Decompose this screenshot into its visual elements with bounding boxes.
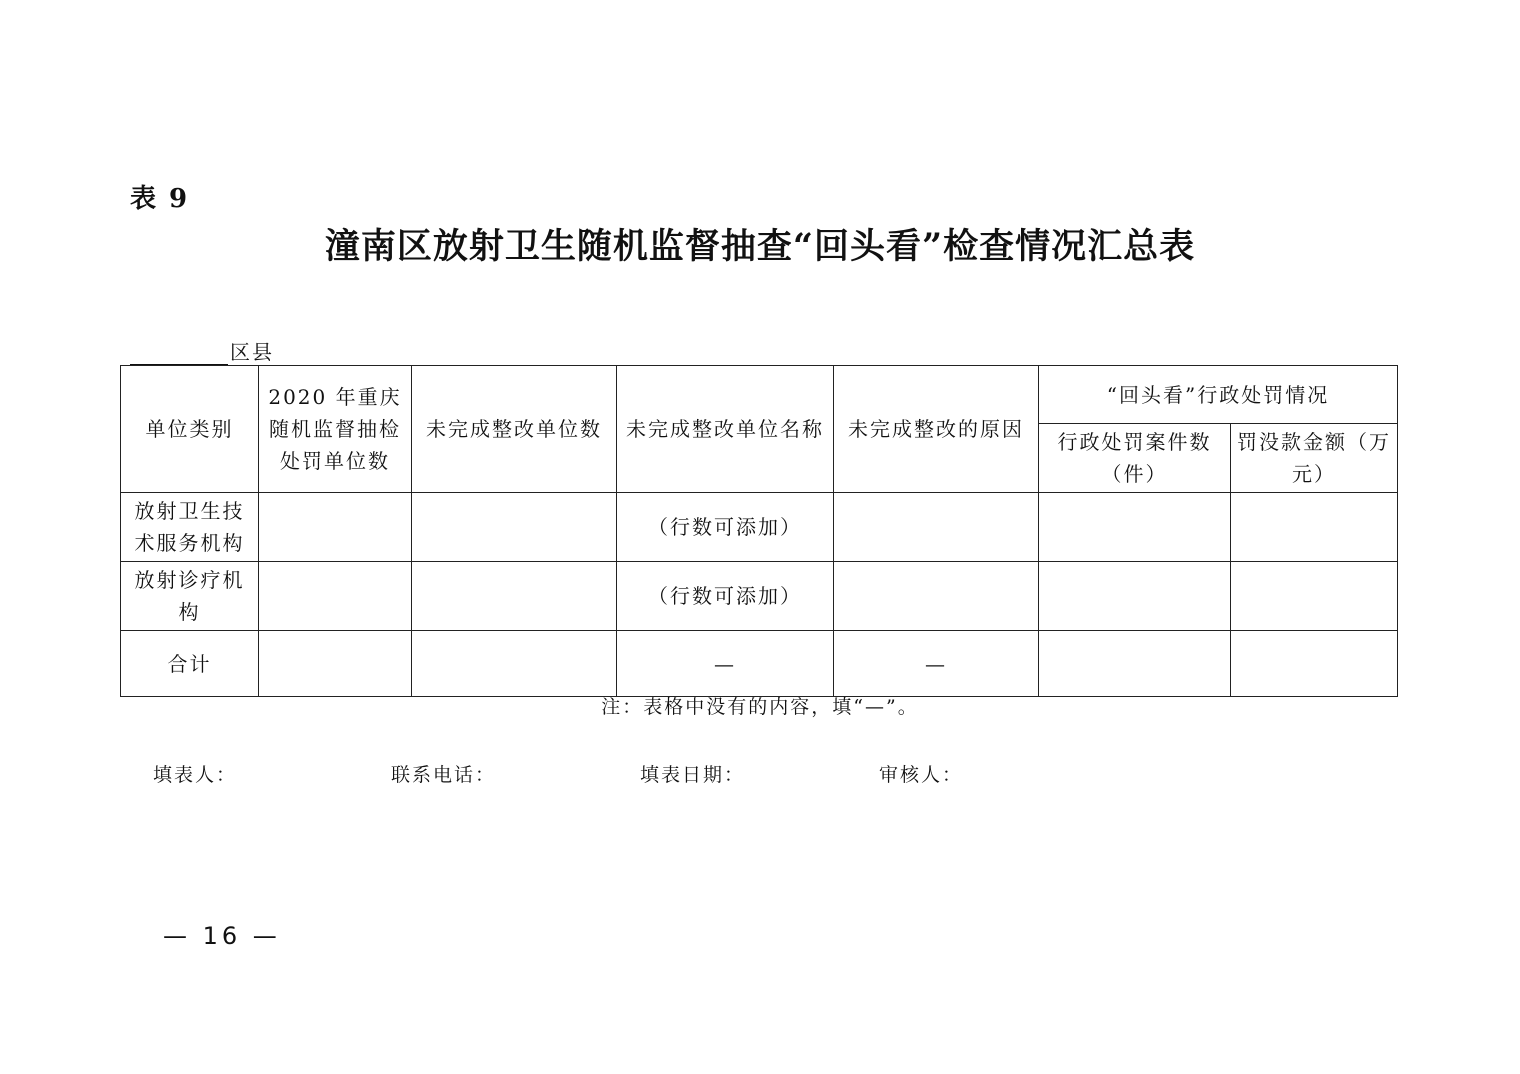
table-row: [121, 562, 1398, 631]
cell-unrectified-names: —: [617, 631, 834, 697]
cell-penalized-2020[interactable]: [259, 631, 412, 697]
cell-penalty-amount[interactable]: [1231, 631, 1398, 697]
cell-unit-type: 放射卫生技术服务机构: [121, 493, 259, 562]
district-blank[interactable]: [130, 342, 228, 365]
table-row-total: [121, 631, 1398, 697]
cell-penalty-cases[interactable]: [1039, 631, 1231, 697]
table-label: 表 9: [130, 184, 190, 214]
cell-penalty-amount[interactable]: [1231, 562, 1398, 631]
col-header-unrectified-reason: 未完成整改的原因: [834, 366, 1039, 493]
document-title: 潼南区放射卫生随机监督抽查“回头看”检查情况汇总表: [324, 226, 1196, 267]
cell-unrectified-reason[interactable]: [834, 562, 1039, 631]
table-note: 注：表格中没有的内容，填“—”。: [601, 696, 919, 718]
cell-unrectified-count[interactable]: [412, 631, 617, 697]
col-header-unrectified-names: 未完成整改单位名称: [617, 366, 834, 493]
signoff-reviewer: 审核人：: [879, 764, 964, 786]
district-line: [130, 336, 274, 365]
col-header-penalty-amount: 罚没款金额（万元）: [1231, 424, 1398, 493]
cell-unrectified-reason[interactable]: [834, 493, 1039, 562]
cell-unrectified-reason: —: [834, 631, 1039, 697]
col-header-unit-type: 单位类别: [121, 366, 259, 493]
cell-unit-type: 放射诊疗机构: [121, 562, 259, 631]
cell-unrectified-count[interactable]: [412, 493, 617, 562]
cell-penalty-cases[interactable]: [1039, 562, 1231, 631]
cell-unrectified-count[interactable]: [412, 562, 617, 631]
cell-penalty-cases[interactable]: [1039, 493, 1231, 562]
summary-table: [120, 365, 1398, 697]
table-row: [121, 493, 1398, 562]
cell-unit-type: 合计: [121, 631, 259, 697]
cell-penalized-2020[interactable]: [259, 562, 412, 631]
cell-unrectified-names[interactable]: （行数可添加）: [617, 562, 834, 631]
signoff-phone: 联系电话：: [391, 764, 497, 786]
cell-unrectified-names[interactable]: （行数可添加）: [617, 493, 834, 562]
col-header-penalty-group: “回头看”行政处罚情况: [1039, 366, 1398, 424]
signoff-date: 填表日期：: [640, 764, 746, 786]
col-header-unrectified-count: 未完成整改单位数: [412, 366, 617, 493]
cell-penalty-amount[interactable]: [1231, 493, 1398, 562]
signoff-filler: 填表人：: [153, 764, 238, 786]
page-number: — 16 —: [163, 922, 281, 950]
col-header-penalized-2020: 2020 年重庆随机监督抽检处罚单位数: [259, 366, 412, 493]
header-row-1: [121, 366, 1398, 424]
district-suffix: 区县: [230, 340, 274, 364]
cell-penalized-2020[interactable]: [259, 493, 412, 562]
col-header-penalty-cases: 行政处罚案件数（件）: [1039, 424, 1231, 493]
